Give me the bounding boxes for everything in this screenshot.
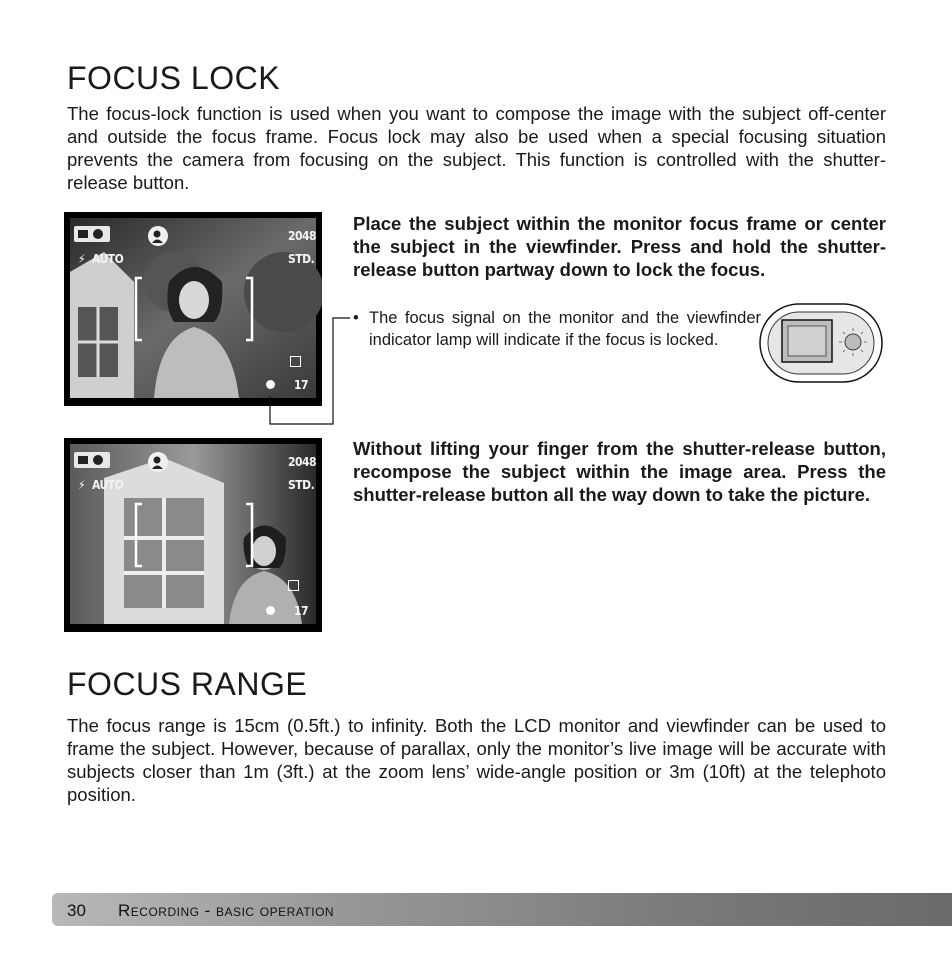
flash-icon: ⚡ — [78, 478, 86, 492]
frame-counter: 17 — [294, 378, 309, 392]
callout-line — [260, 310, 360, 430]
mode-icon — [74, 452, 110, 468]
page-number: 30 — [67, 901, 86, 920]
flash-icon: ⚡ — [78, 252, 86, 266]
focus-lock-title: FOCUS LOCK — [67, 60, 281, 96]
note-text: The focus signal on the monitor and the viewfinder indicator lamp will indicate if the focus is locked. — [369, 309, 761, 349]
focus-range-body: The focus range is 15cm (0.5ft.) to infinity. Both the LCD monitor and viewfinder can be used to frame the subject. However, because of parallax, only the monitor’s live image will be accurate with subjects closer than 1m (3ft.) at the zoom lens’ wide-angle position or 3m (10ft) at the telephoto position. — [67, 715, 886, 805]
card-icon — [288, 580, 299, 591]
portrait-icon — [148, 452, 168, 472]
viewfinder-lamp-icon — [758, 302, 884, 384]
image-size-label: 2048 — [288, 455, 317, 469]
portrait-icon — [148, 226, 168, 246]
flash-mode-label: AUTO — [92, 252, 124, 266]
focus-range-title: FOCUS RANGE — [67, 666, 308, 702]
step1-text: Place the subject within the monitor focus frame or center the subject in the viewfinder. Press and hold the shutter-release button partway down to lock the focus. — [353, 213, 886, 280]
image-size-label: 2048 — [288, 229, 317, 243]
quality-label: STD. — [288, 252, 315, 266]
focus-signal-icon — [266, 606, 275, 615]
frame-counter: 17 — [294, 604, 309, 618]
focus-lock-intro: The focus-lock function is used when you want to compose the image with the subject off-center and outside the focus frame. Focus lock may also be used when a special focusing situation prevents the camera from focusing on the subject. This function is controlled with the shutter-release button. — [67, 103, 886, 193]
monitor-image-recomposed — [64, 438, 322, 632]
quality-label: STD. — [288, 478, 315, 492]
mode-icon — [74, 226, 110, 242]
flash-mode-label: AUTO — [92, 478, 124, 492]
note-bullet: • — [353, 309, 359, 327]
step2-text: Without lifting your finger from the shutter-release button, recompose the subject within the image area. Press the shutter-release button all the way down to take the picture. — [353, 438, 886, 505]
footer-section-label: Recording - basic operation — [118, 901, 335, 920]
focus-signal-note — [353, 307, 761, 351]
